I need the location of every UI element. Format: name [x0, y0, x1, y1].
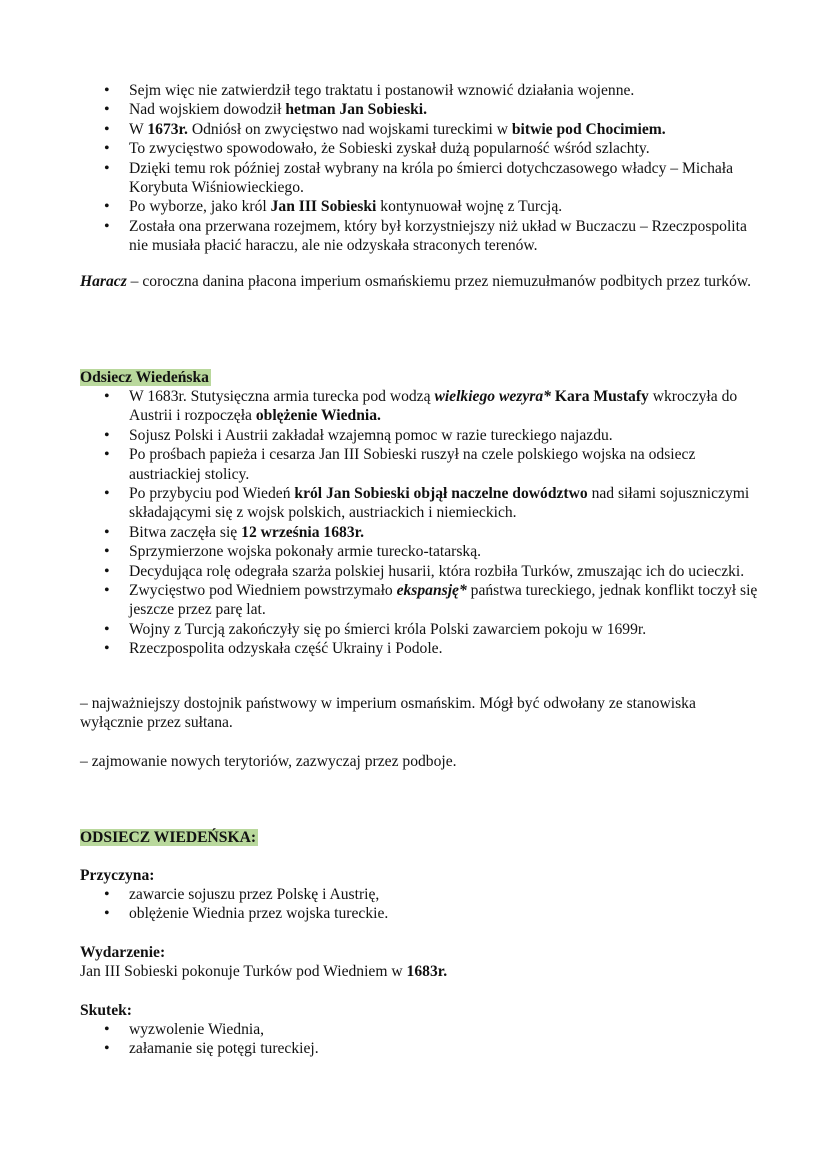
list-item: • Po wyborze, jako król Jan III Sobieski kontynuował wojnę z Turcją. [80, 197, 760, 216]
event-text: Jan III Sobieski pokonuje Turków pod Wiedniem w 1683r. [80, 963, 448, 980]
list-item: • Nad wojskiem dowodził hetman Jan Sobieski. [80, 100, 760, 119]
footnote-ekspansja: – zajmowanie nowych terytoriów, zazwyczaj przez podboje. [80, 753, 457, 770]
list-item: • Sejm więc nie zatwierdził tego traktatu i postanowił wznowić działania wojenne. [80, 81, 760, 100]
list-item: • Bitwa zaczęła się 12 września 1683r. [80, 523, 760, 542]
list-item: • W 1683r. Stutysięczna armia turecka pod wodzą wielkiego wezyra* Kara Mustafy wkroczyła do Austrii i rozpoczęła oblężenie Wiednia. [80, 387, 760, 426]
list-item: • Po prośbach papieża i cesarza Jan III Sobieski ruszył na czele polskiego wojska na odsiecz austriackiej stolicy. [80, 445, 760, 484]
sobieski-bullet-list [80, 81, 760, 256]
list-item: • Decydująca rolę odegrała szarża polskiej husarii, która rozbiła Turków, zmuszając ich do ucieczki. [80, 562, 760, 581]
cause-label: Przyczyna: [80, 867, 155, 884]
section-title-odsiecz: Odsiecz Wiedeńska [80, 369, 209, 386]
haracz-term: Haracz [80, 273, 127, 290]
list-item: • Wojny z Turcją zakończyły się po śmierci króla Polski zawarciem pokoju w 1699r. [80, 620, 760, 639]
list-item: • W 1673r. Odniósł on zwycięstwo nad wojskami tureckimi w bitwie pod Chocimiem. [80, 120, 760, 139]
list-item: • załamanie się potęgi tureckiej. [80, 1039, 760, 1058]
list-item: • Rzeczpospolita odzyskała część Ukrainy i Podole. [80, 639, 760, 658]
list-item: • oblężenie Wiednia przez wojska tureckie. [80, 904, 760, 923]
list-item: • To zwycięstwo spowodowało, że Sobieski zyskał dużą popularność wśród szlachty. [80, 139, 760, 158]
list-item: • Dzięki temu rok później został wybrany na króla po śmierci dotychczasowego władcy – Michała Korybuta Wiśniowieckiego. [80, 159, 760, 198]
list-item: • Sprzymierzone wojska pokonały armie turecko-tatarską. [80, 542, 760, 561]
cause-list [80, 885, 760, 924]
summary-title: ODSIECZ WIEDEŃSKA: [80, 829, 257, 846]
list-item: • Sojusz Polski i Austrii zakładał wzajemną pomoc w razie tureckiego najazdu. [80, 426, 760, 445]
haracz-definition: Haracz – coroczna danina płacona imperium osmańskiemu przez niemuzułmanów podbitych przez turków. [80, 273, 752, 290]
effect-label: Skutek: [80, 1002, 132, 1019]
footnote-wezyr: – najważniejszy dostojnik państwowy w imperium osmańskim. Mógł być odwołany ze stanowiska wyłącznie przez sułtana. [80, 695, 696, 732]
list-item: • zawarcie sojuszu przez Polskę i Austrię, [80, 885, 760, 904]
list-item: • Zwycięstwo pod Wiedniem powstrzymało ekspansję* państwa tureckiego, jednak konflikt toczył się jeszcze przez parę lat. [80, 581, 760, 620]
event-label: Wydarzenie: [80, 944, 166, 961]
effect-list [80, 1020, 760, 1059]
list-item: • Po przybyciu pod Wiedeń król Jan Sobieski objął naczelne dowództwo nad siłami sojuszniczymi składającymi się z wojsk polskich, austriackich i niemieckich. [80, 484, 760, 523]
list-item: • Została ona przerwana rozejmem, który był korzystniejszy niż układ w Buczaczu – Rzeczpospolita nie musiała płacić haraczu, ale nie odzyskała straconych terenów. [80, 217, 760, 256]
list-item: • wyzwolenie Wiednia, [80, 1020, 760, 1039]
odsiecz-bullet-list [80, 387, 760, 659]
